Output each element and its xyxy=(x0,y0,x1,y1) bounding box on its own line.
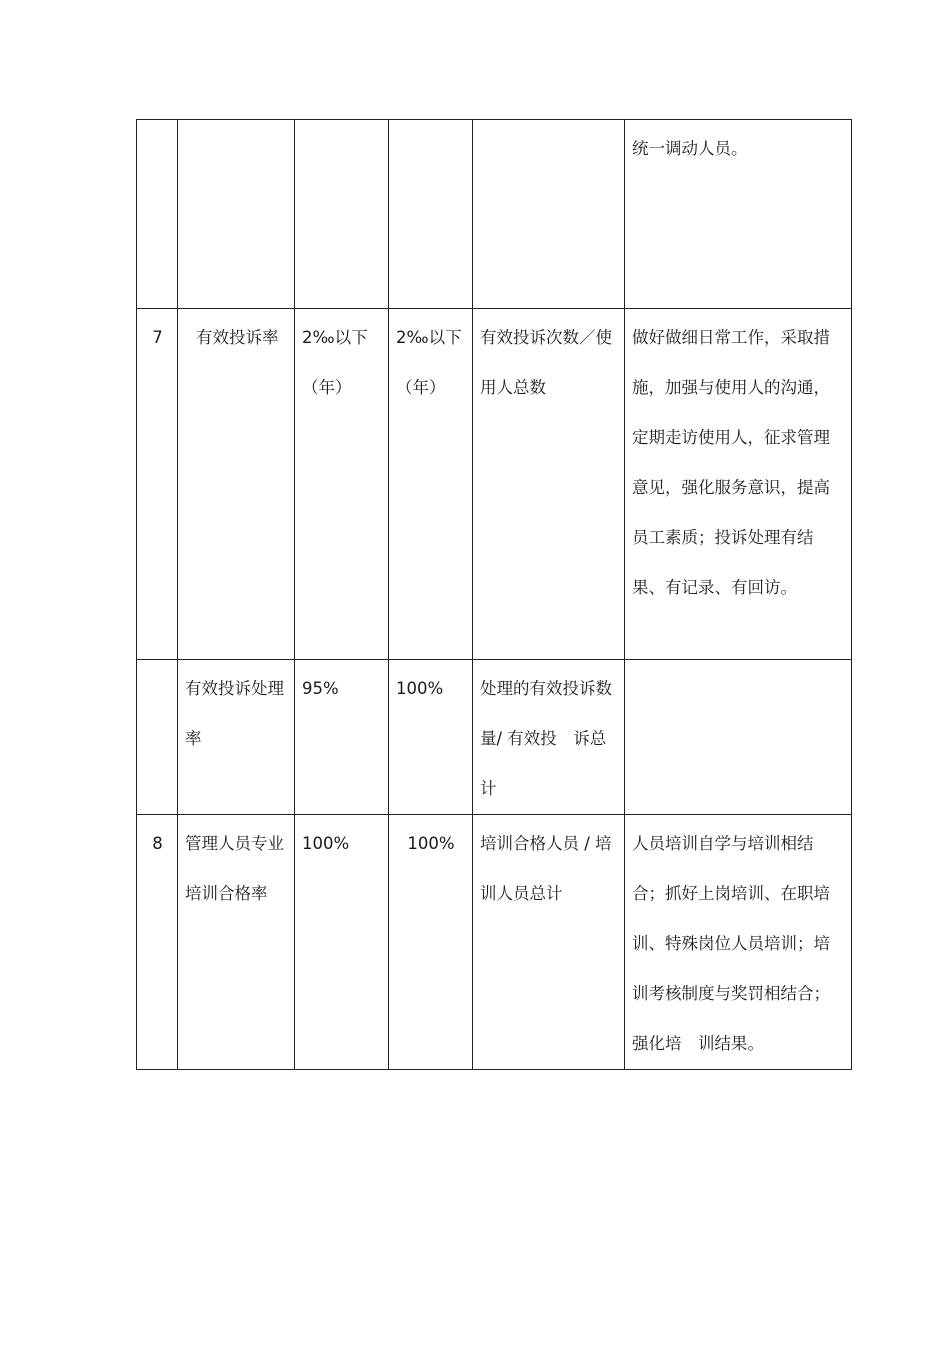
row-number xyxy=(137,660,178,815)
measures-text xyxy=(625,660,852,815)
measures-text: 做好做细日常工作，采取措施，加强与使用人的沟通，定期走访使用人，征求管理意见，强化服务意识，提高员工素质；投诉处理有结 果、有记录、有回访。 xyxy=(625,309,852,660)
target-value xyxy=(295,120,389,309)
calculation-formula: 处理的有效投诉数量/ 有效投 诉总计 xyxy=(473,660,625,815)
kpi-table xyxy=(136,119,852,1070)
achieved-value: 100% xyxy=(389,660,473,815)
row-number: 8 xyxy=(137,815,178,1070)
calculation-formula xyxy=(473,120,625,309)
row-number: 7 xyxy=(137,309,178,660)
target-value: 95% xyxy=(295,660,389,815)
achieved-value: 2‰以下（年） xyxy=(389,309,473,660)
target-value: 100% xyxy=(295,815,389,1070)
achieved-value: 100% xyxy=(389,815,473,1070)
indicator-name: 有效投诉率 xyxy=(178,309,295,660)
indicator-name: 有效投诉处理率 xyxy=(178,660,295,815)
table-row xyxy=(137,660,852,815)
row-number xyxy=(137,120,178,309)
table-row xyxy=(137,120,852,309)
target-value: 2‰以下（年） xyxy=(295,309,389,660)
table-row xyxy=(137,309,852,660)
calculation-formula: 培训合格人员 / 培训人员总计 xyxy=(473,815,625,1070)
indicator-name: 管理人员专业培训合格率 xyxy=(178,815,295,1070)
table-row xyxy=(137,815,852,1070)
achieved-value xyxy=(389,120,473,309)
measures-text: 统一调动人员。 xyxy=(625,120,852,309)
indicator-name xyxy=(178,120,295,309)
measures-text: 人员培训自学与培训相结合；抓好上岗培训、在职培训、特殊岗位人员培训；培训考核制度与奖罚相结合；强化培 训结果。 xyxy=(625,815,852,1070)
calculation-formula: 有效投诉次数／使用人总数 xyxy=(473,309,625,660)
